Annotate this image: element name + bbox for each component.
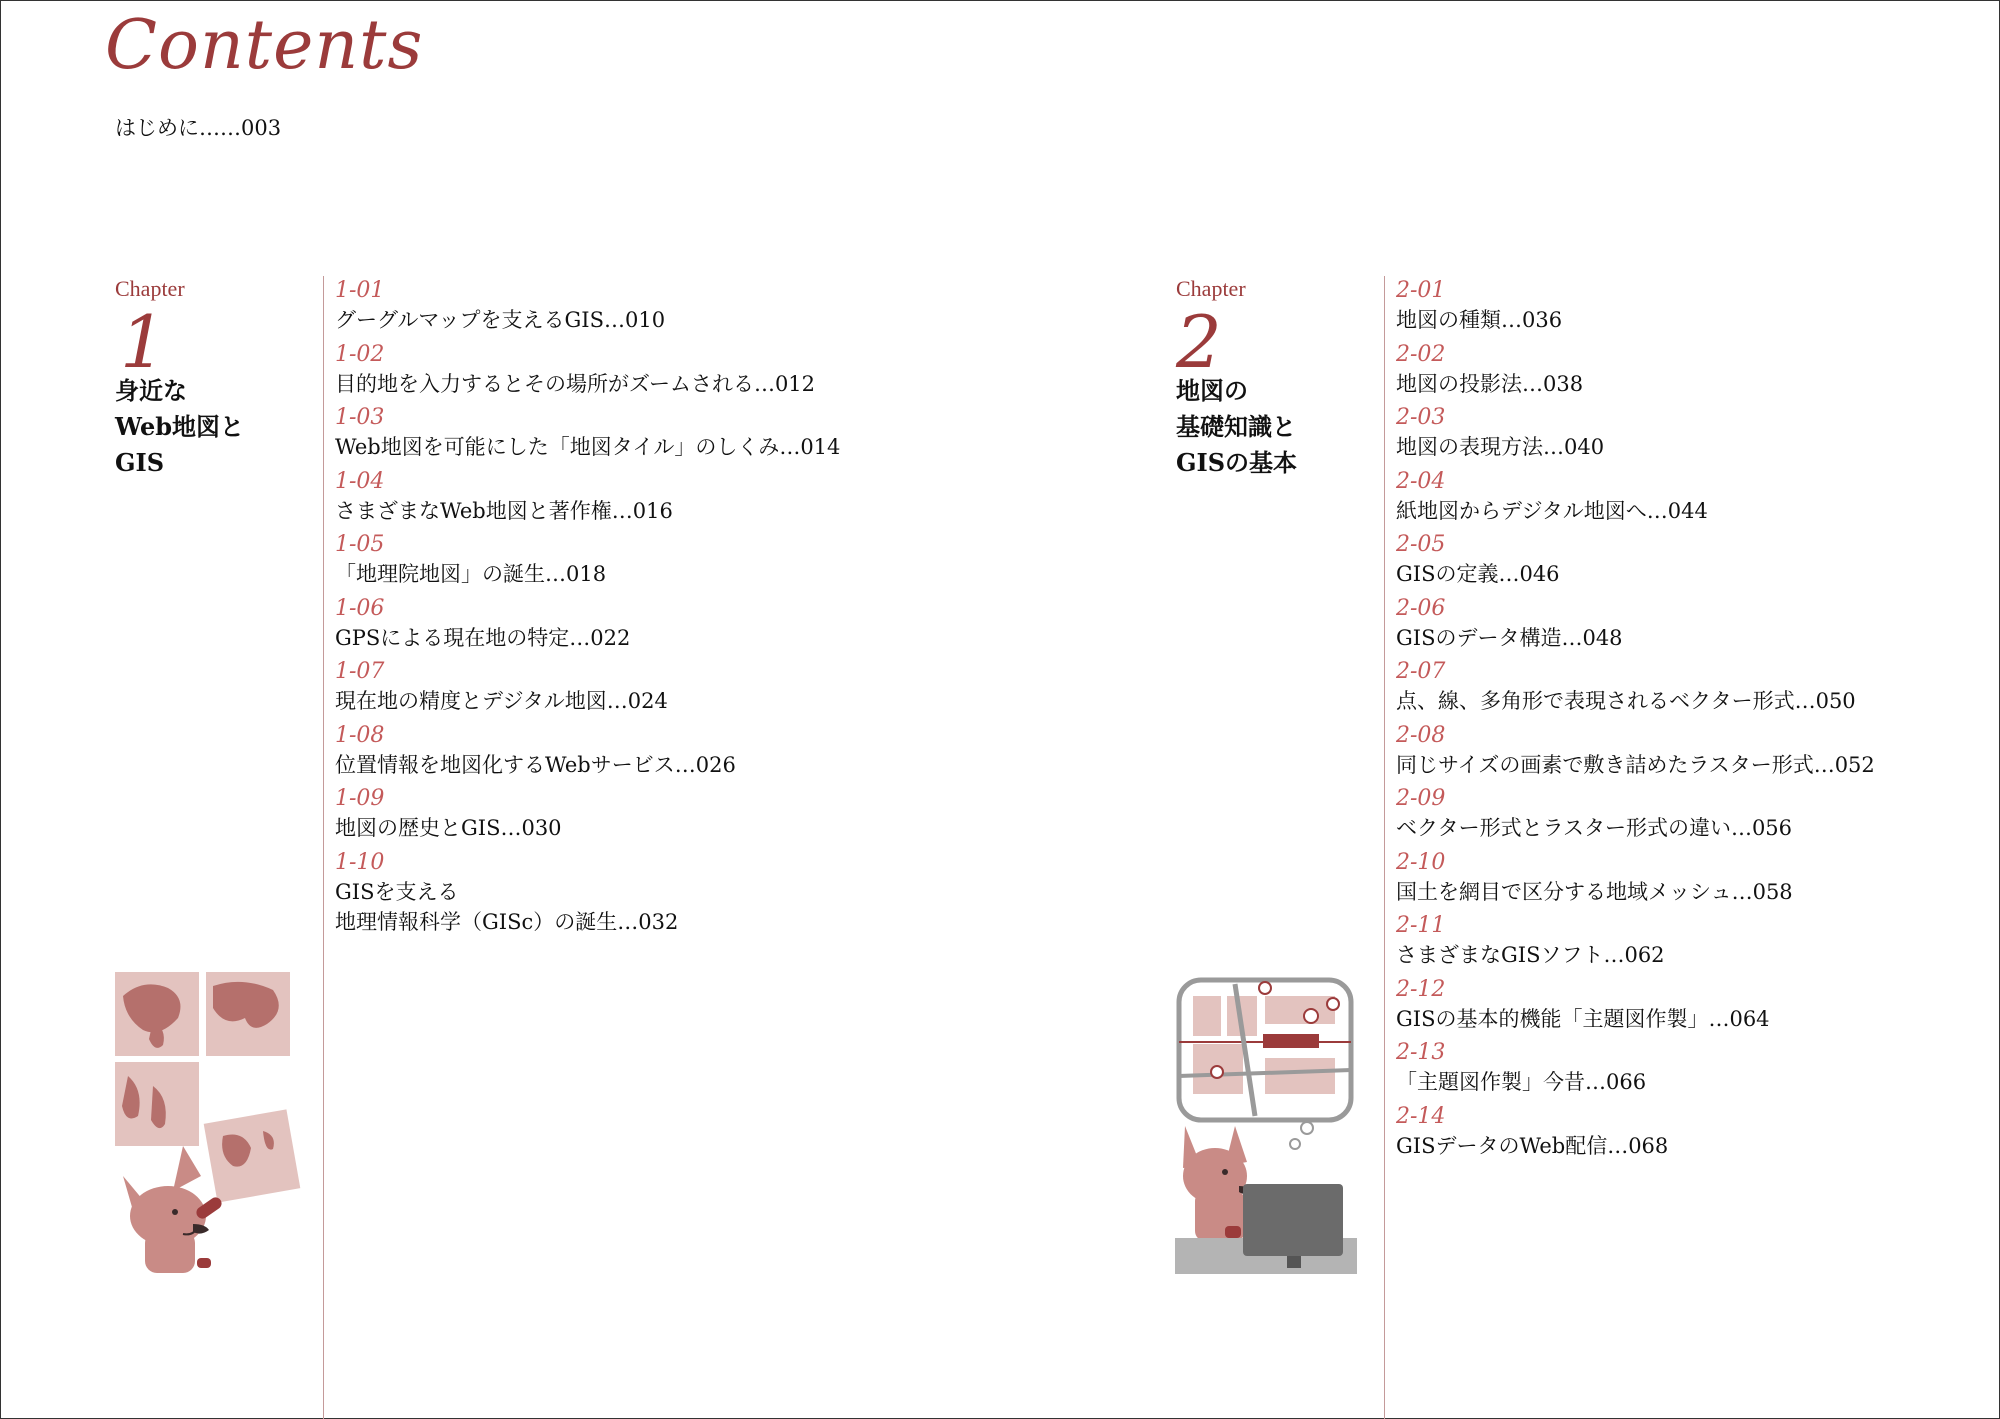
- chapter-2-number: 2: [1176, 300, 1222, 384]
- toc-entry-number: 2-04: [1396, 468, 1446, 494]
- toc-entry-title-line2: 地理情報科学（GISc）の誕生…032: [335, 909, 679, 934]
- toc-entry-number: 1-10: [335, 849, 385, 875]
- toc-entry-number: 2-08: [1396, 722, 1446, 748]
- toc-entry-number: 2-07: [1396, 659, 1446, 684]
- toc-entry-number: 2-03: [1396, 405, 1446, 430]
- toc-entry[interactable]: [335, 785, 840, 849]
- toc-entry[interactable]: [335, 404, 840, 468]
- toc-entry-number: 1-01: [335, 278, 385, 303]
- toc-entry-number: 2-11: [1396, 913, 1446, 938]
- toc-entry[interactable]: [1396, 341, 1875, 405]
- toc-entry-title: 地図の歴史とGIS…030: [335, 816, 562, 840]
- toc-entry[interactable]: [1396, 468, 1875, 532]
- toc-entry-number: 2-06: [1396, 595, 1446, 621]
- toc-entry-number: 2-09: [1396, 786, 1446, 811]
- toc-entry-title: 点、線、多角形で表現されるベクター形式…050: [1396, 689, 1856, 713]
- chapter-1-toc: [335, 277, 841, 934]
- chapter-2-title-line: 地図の: [1176, 376, 1248, 405]
- map-tiles-icon: [115, 972, 300, 1203]
- toc-entry[interactable]: [1396, 912, 1875, 976]
- toc-entry[interactable]: [1396, 404, 1875, 468]
- toc-entry-number: 1-02: [335, 341, 385, 367]
- toc-entry-title: さまざまなGISソフト…062: [1396, 943, 1665, 967]
- toc-entry[interactable]: [335, 658, 840, 722]
- toc-entry-title: 国土を網目で区分する地域メッシュ…058: [1396, 879, 1793, 904]
- toc-entry[interactable]: [1396, 722, 1875, 786]
- dog-icon: [123, 1146, 224, 1273]
- chapter-2-toc: [1396, 277, 1875, 1166]
- toc-entry-title: さまざまなWeb地図と著作権…016: [335, 498, 673, 523]
- chapter-2-title-line: 基礎知識と: [1176, 412, 1296, 441]
- toc-entry[interactable]: [1396, 1103, 1875, 1167]
- toc-entry-number: 1-06: [335, 595, 385, 621]
- toc-entry[interactable]: [335, 722, 840, 786]
- toc-entry[interactable]: [335, 531, 840, 595]
- chapter-1-illustration: [113, 966, 303, 1276]
- toc-entry-title: 位置情報を地図化するWebサービス…026: [335, 752, 736, 777]
- page-title: Contents: [105, 6, 424, 85]
- dog-icon: [1183, 1126, 1251, 1241]
- toc-entry[interactable]: [335, 341, 840, 405]
- chapter-1-label: Chapter: [115, 276, 185, 301]
- toc-entry[interactable]: [1396, 531, 1875, 595]
- chapter-2-label: Chapter: [1176, 276, 1246, 301]
- toc-entry[interactable]: [1396, 658, 1875, 722]
- toc-entry[interactable]: [1396, 595, 1875, 659]
- toc-entry[interactable]: [335, 595, 840, 659]
- chapter-2-title: [1176, 373, 1366, 481]
- chapter-1-title: [115, 373, 305, 481]
- toc-entry[interactable]: [1396, 849, 1875, 913]
- toc-entry[interactable]: [335, 277, 840, 341]
- toc-entry[interactable]: [1396, 785, 1875, 849]
- toc-entry-title: 目的地を入力するとその場所がズームされる…012: [335, 371, 816, 396]
- toc-entry-title: GISの基本的機能「主題図作製」…064: [1396, 1006, 1770, 1031]
- toc-entry-number: 1-08: [335, 722, 385, 748]
- toc-entry[interactable]: [1396, 976, 1875, 1040]
- toc-entry[interactable]: [1396, 1039, 1875, 1103]
- toc-entry-title: 地図の種類…036: [1396, 308, 1563, 332]
- chapter-1-divider: [323, 276, 324, 1419]
- intro-entry[interactable]: はじめに……003: [115, 116, 282, 140]
- toc-entry-number: 2-12: [1396, 976, 1446, 1002]
- chapter-1-title-line: Web地図と: [115, 412, 245, 441]
- chapter-2-title-line: GISの基本: [1176, 448, 1298, 477]
- toc-entry-number: 2-02: [1396, 341, 1446, 367]
- toc-entry[interactable]: [1396, 277, 1875, 341]
- toc-entry-title: 「地理院地図」の誕生…018: [335, 562, 607, 586]
- toc-entry-title: GISデータのWeb配信…068: [1396, 1133, 1669, 1158]
- toc-entry-number: 1-07: [335, 659, 385, 684]
- toc-entry-number: 2-01: [1396, 278, 1446, 303]
- chapter-1-number: 1: [120, 300, 166, 384]
- toc-entry-title: GISのデータ構造…048: [1396, 625, 1623, 650]
- toc-entry-title: 現在地の精度とデジタル地図…024: [335, 689, 668, 713]
- chapter-1-title-line: GIS: [115, 448, 165, 477]
- toc-entry-title: 地図の投影法…038: [1396, 371, 1584, 396]
- toc-entry[interactable]: [335, 468, 840, 532]
- toc-entry-number: 2-10: [1396, 849, 1446, 875]
- toc-entry-title: グーグルマップを支えるGIS…010: [335, 308, 666, 332]
- toc-entry-title: 紙地図からデジタル地図へ…044: [1396, 498, 1708, 523]
- toc-entry-title: Web地図を可能にした「地図タイル」のしくみ…014: [335, 435, 841, 459]
- toc-entry-title: GPSによる現在地の特定…022: [335, 625, 631, 650]
- toc-entry-title: 同じサイズの画素で敷き詰めたラスター形式…052: [1396, 752, 1875, 777]
- chapter-2-divider: [1384, 276, 1385, 1419]
- toc-entry-number: 1-03: [335, 405, 385, 430]
- toc-entry[interactable]: [335, 849, 840, 934]
- toc-entry-title: GISを支える: [335, 879, 459, 904]
- toc-entry-number: 2-05: [1396, 532, 1446, 557]
- toc-entry-number: 2-14: [1396, 1103, 1446, 1129]
- toc-entry-title: ベクター形式とラスター形式の違い…056: [1396, 816, 1793, 840]
- toc-entry-title: GISの定義…046: [1396, 562, 1560, 586]
- chapter-2-illustration: [1175, 976, 1365, 1276]
- toc-entry-title: 地図の表現方法…040: [1396, 435, 1605, 459]
- toc-entry-number: 1-04: [335, 468, 385, 494]
- toc-entry-number: 2-13: [1396, 1040, 1446, 1065]
- toc-entry-number: 1-05: [335, 532, 385, 557]
- chapter-1-title-line: 身近な: [115, 376, 187, 405]
- map-thought-bubble-icon: [1179, 980, 1351, 1149]
- toc-entry-number: 1-09: [335, 786, 385, 811]
- toc-entry-title: 「主題図作製」今昔…066: [1396, 1070, 1647, 1094]
